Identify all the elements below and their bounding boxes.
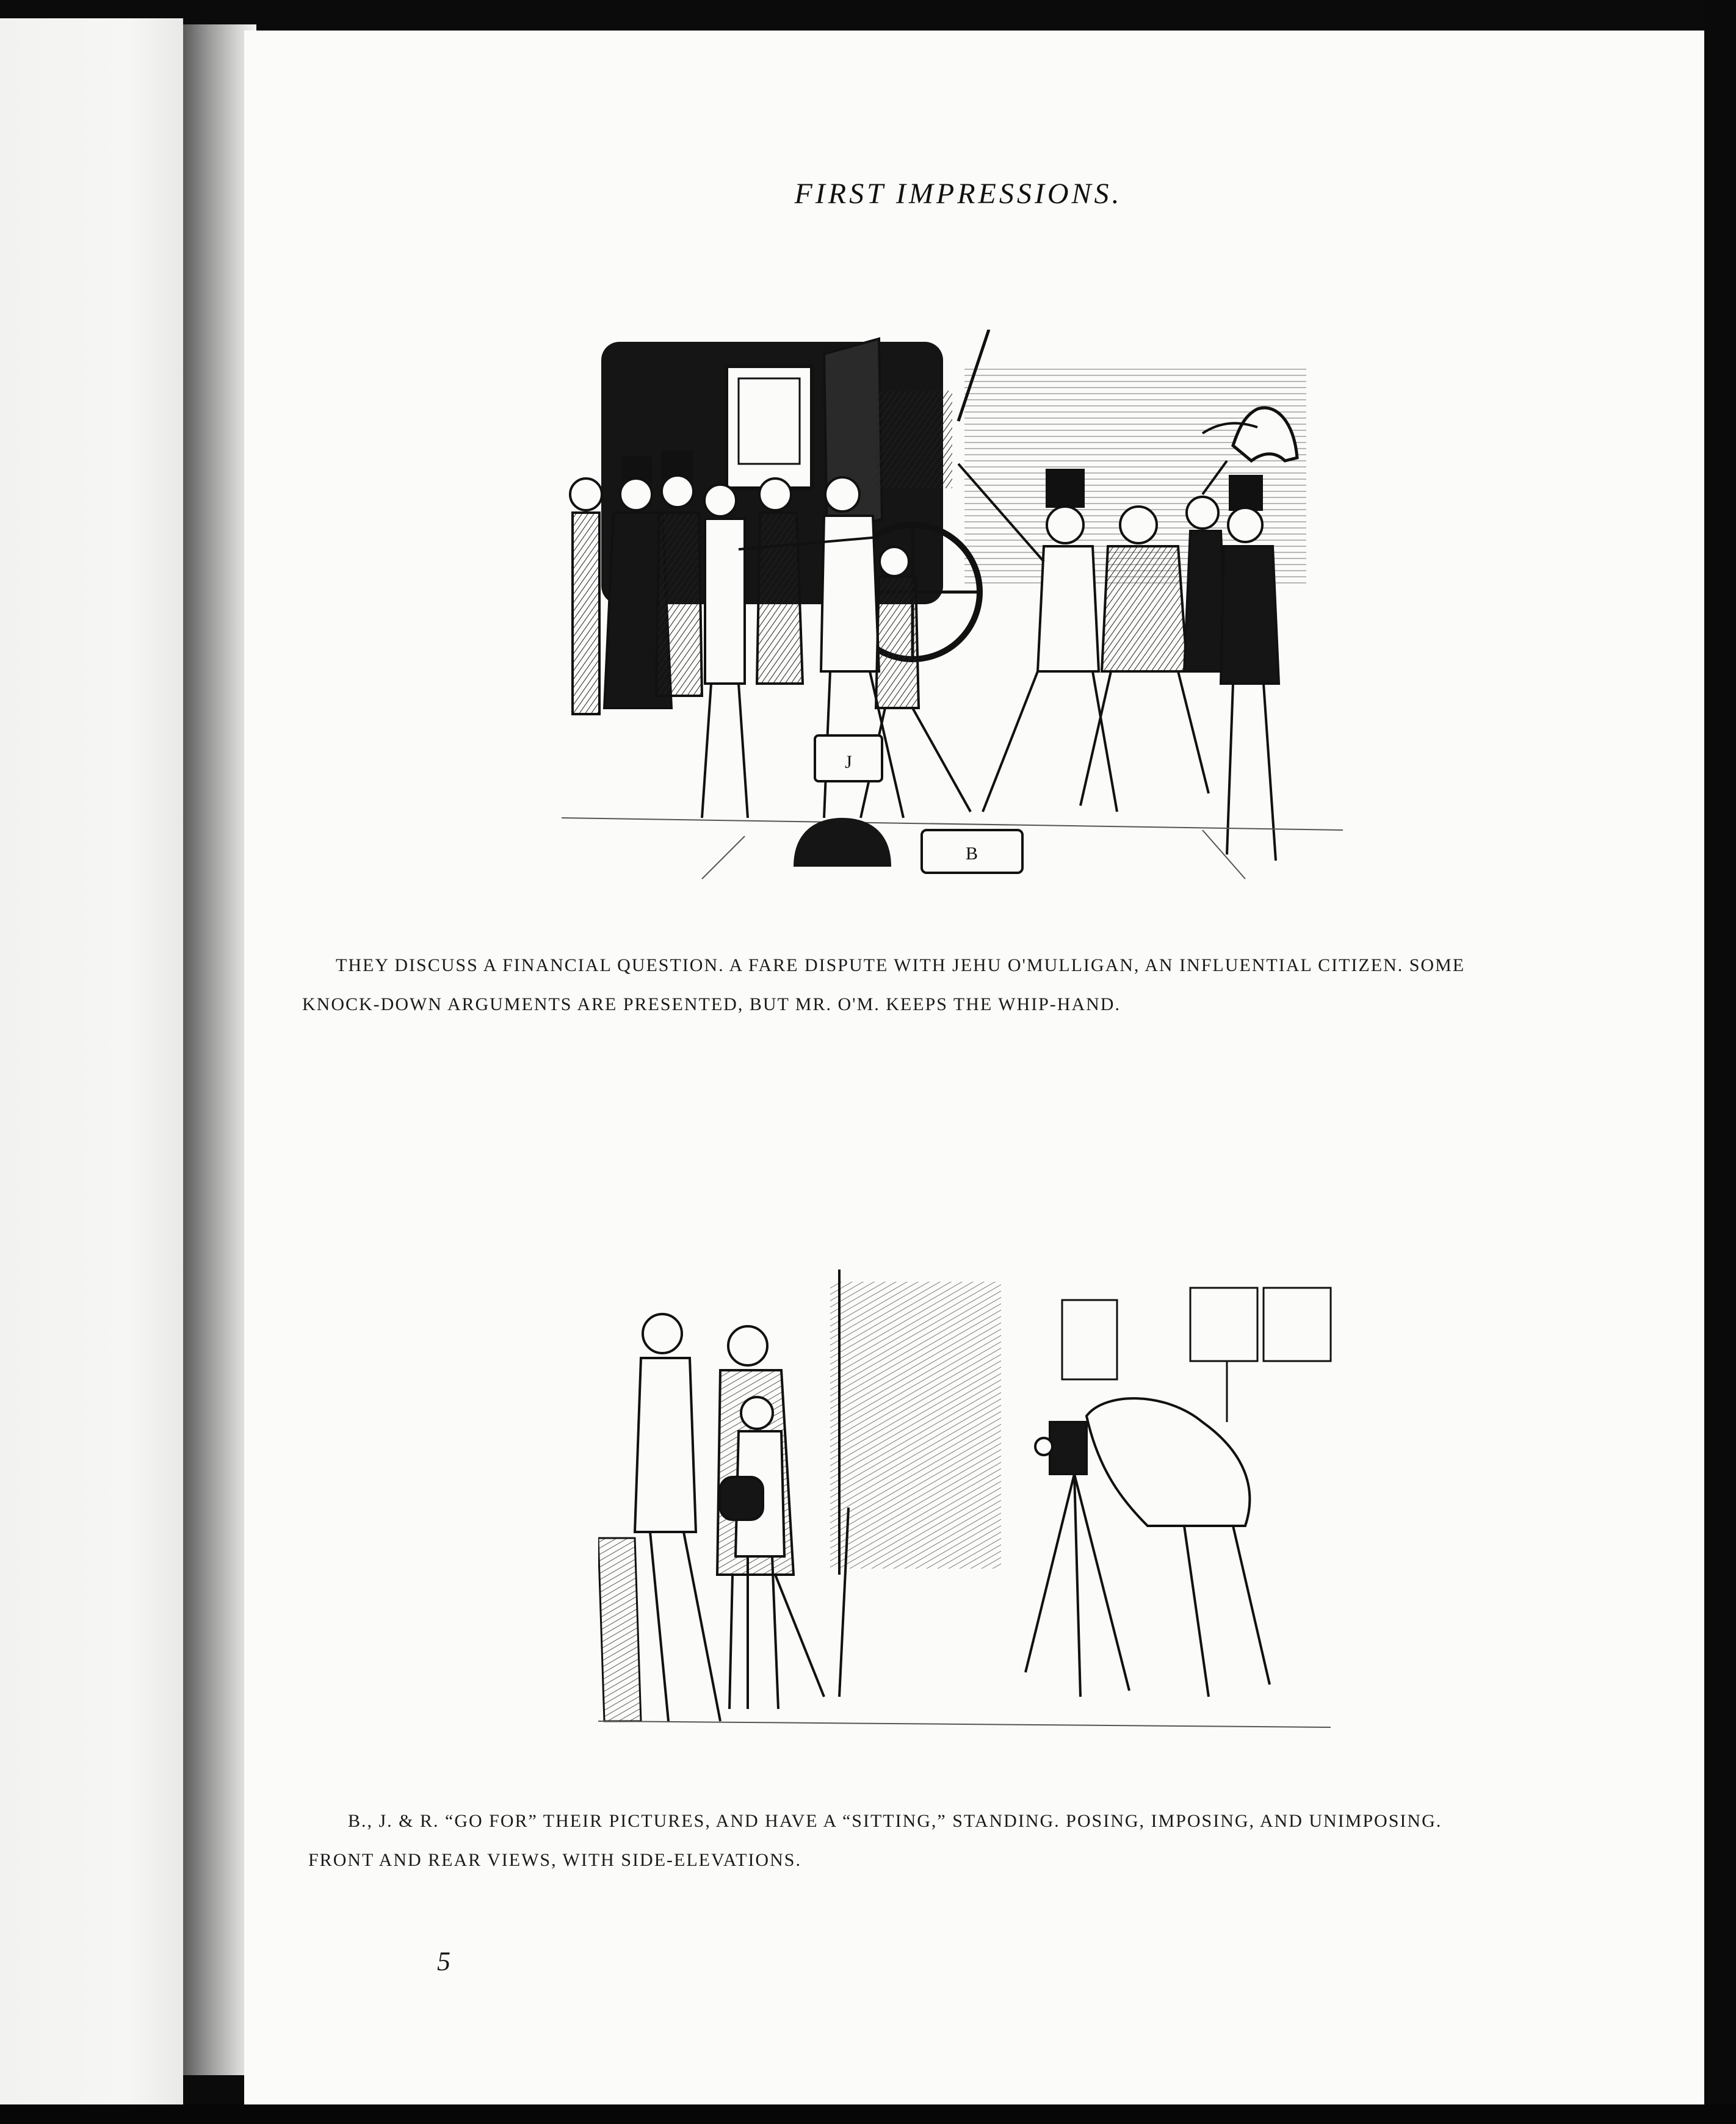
illustration-fare-dispute: [562, 330, 1355, 885]
bag-mark-j: J: [845, 752, 852, 772]
page-number: 5: [437, 1946, 450, 1976]
caption-2-line-2: FRONT AND REAR VIEWS, WITH SIDE-ELEVATIONS.: [308, 1850, 801, 1870]
facing-page-edge: [0, 18, 183, 2106]
sitters: [635, 1314, 848, 1721]
caption-1-line-2: KNOCK-DOWN ARGUMENTS ARE PRESENTED, BUT MR. O'M. KEEPS THE WHIP-HAND.: [302, 994, 1121, 1014]
bag-mark-b: B: [965, 843, 978, 864]
scan-border: [1704, 0, 1736, 2124]
camera-and-photographer: [1025, 1398, 1270, 1697]
illustration-photo-studio: [598, 1270, 1343, 1733]
caption-1-line-1: THEY DISCUSS A FINANCIAL QUESTION. A FARE DISPUTE WITH JEHU O'MULLIGAN, AN INFLUENTIAL CITIZEN. SOME: [336, 955, 1466, 975]
baggage: [794, 735, 1022, 873]
caption-2-line-1: B., J. & R. “GO FOR” THEIR PICTURES, AND HAVE A “SITTING,” STANDING. POSING, IMPOSING, AND UNIMPOSING.: [348, 1811, 1442, 1831]
running-title: FIRST IMPRESSIONS.: [794, 178, 1123, 210]
scan-border-bottom: [0, 2104, 1736, 2124]
